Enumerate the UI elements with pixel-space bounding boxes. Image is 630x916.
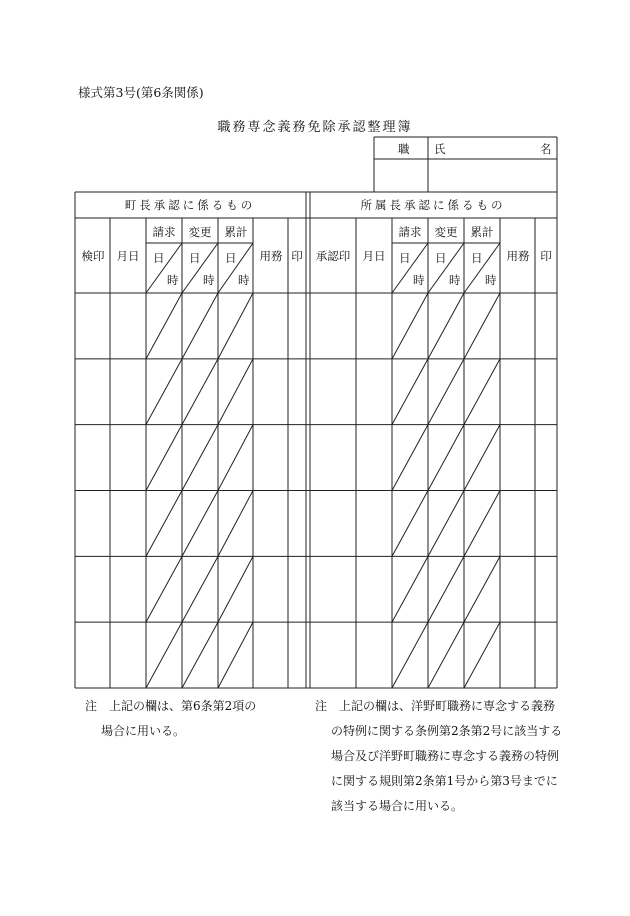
table-row [75, 622, 557, 688]
cell-diagonal [464, 491, 500, 557]
unit-hour: 時 [203, 273, 215, 287]
cell-diagonal [182, 491, 218, 557]
col-month-day: 月日 [116, 249, 140, 263]
cell-diagonal [464, 622, 500, 688]
cell-diagonal [146, 622, 182, 688]
unit-day: 日 [435, 251, 447, 265]
note-right [315, 694, 562, 819]
cell-diagonal [218, 556, 253, 622]
cell-diagonal [218, 622, 253, 688]
cell-diagonal [464, 556, 500, 622]
cell-diagonal [464, 359, 500, 425]
cell-diagonal [182, 622, 218, 688]
table-row [75, 491, 557, 557]
note-line: 注 上記の欄は、第6条第2項の [85, 699, 257, 713]
col-cumulative: 累計 [470, 225, 494, 239]
col-change: 変更 [434, 225, 458, 239]
cell-diagonal [146, 293, 182, 359]
col-request: 請求 [152, 225, 176, 239]
main-frame [75, 192, 557, 688]
cell-diagonal [392, 293, 428, 359]
cell-diagonal [218, 293, 253, 359]
note-line: の特例に関する条例第2条第2号に該当する [331, 724, 563, 738]
table-body [75, 293, 557, 688]
cell-diagonal [146, 556, 182, 622]
col-request: 請求 [398, 225, 422, 239]
unit-hour: 時 [167, 273, 179, 287]
column-lines [110, 218, 535, 688]
form-number: 様式第3号(第6条関係) [78, 85, 204, 100]
cell-diagonal [182, 293, 218, 359]
cell-diagonal [392, 359, 428, 425]
col-business: 用務 [259, 249, 283, 263]
unit-day: 日 [153, 251, 165, 265]
note-line: 場合に用いる。 [101, 724, 186, 738]
table-row [75, 359, 557, 425]
col-business: 用務 [506, 249, 530, 263]
cell-diagonal [392, 622, 428, 688]
cell-diagonal [218, 425, 253, 491]
table-row [75, 556, 557, 622]
cell-diagonal [146, 359, 182, 425]
cell-diagonal [392, 425, 428, 491]
cell-diagonal [464, 425, 500, 491]
cell-diagonal [182, 425, 218, 491]
cell-diagonal [392, 491, 428, 557]
name-box [374, 137, 557, 192]
unit-day: 日 [399, 251, 411, 265]
cell-diagonal [392, 556, 428, 622]
cell-diagonal [218, 491, 253, 557]
cell-diagonal [218, 359, 253, 425]
col-month-day: 月日 [362, 249, 386, 263]
note-line: 該当する場合に用いる。 [331, 799, 464, 813]
name-label-right: 名 [540, 142, 552, 156]
note-line: 場合及び洋野町職務に専念する義務の特例 [331, 749, 560, 763]
note-left [85, 694, 256, 744]
col-change: 変更 [188, 225, 212, 239]
note-line: 注 上記の欄は、洋野町職務に専念する義務 [315, 699, 556, 713]
position-label: 職 [398, 142, 410, 156]
unit-hour: 時 [485, 273, 497, 287]
cell-diagonal [428, 491, 464, 557]
cell-diagonal [428, 622, 464, 688]
section-title-right: 所属長承認に係るもの [360, 198, 506, 212]
note-line: に関する規則第2条第1号から第3号までに [331, 774, 558, 788]
cell-diagonal [428, 556, 464, 622]
cell-diagonal [428, 425, 464, 491]
cell-diagonal [428, 359, 464, 425]
unit-day: 日 [189, 251, 201, 265]
cell-diagonal [182, 359, 218, 425]
right-header [316, 225, 552, 287]
name-label-left: 氏 [434, 142, 446, 156]
cell-diagonal [146, 491, 182, 557]
unit-day: 日 [471, 251, 483, 265]
document-title: 職務専念義務免除承認整理簿 [217, 120, 413, 135]
unit-hour: 時 [413, 273, 425, 287]
cell-diagonal [464, 293, 500, 359]
unit-hour: 時 [238, 273, 250, 287]
col-seal-check: 検印 [81, 249, 105, 263]
col-seal: 印 [291, 249, 303, 263]
col-seal: 印 [540, 249, 552, 263]
col-cumulative: 累計 [224, 225, 248, 239]
table-row [75, 425, 557, 491]
cell-diagonal [146, 425, 182, 491]
col-approval-seal: 承認印 [315, 249, 351, 263]
cell-diagonal [182, 556, 218, 622]
left-header [82, 225, 303, 287]
table-row [146, 293, 500, 359]
unit-day: 日 [225, 251, 237, 265]
section-title-left: 町長承認に係るもの [124, 198, 256, 212]
unit-hour: 時 [449, 273, 461, 287]
cell-diagonal [428, 293, 464, 359]
